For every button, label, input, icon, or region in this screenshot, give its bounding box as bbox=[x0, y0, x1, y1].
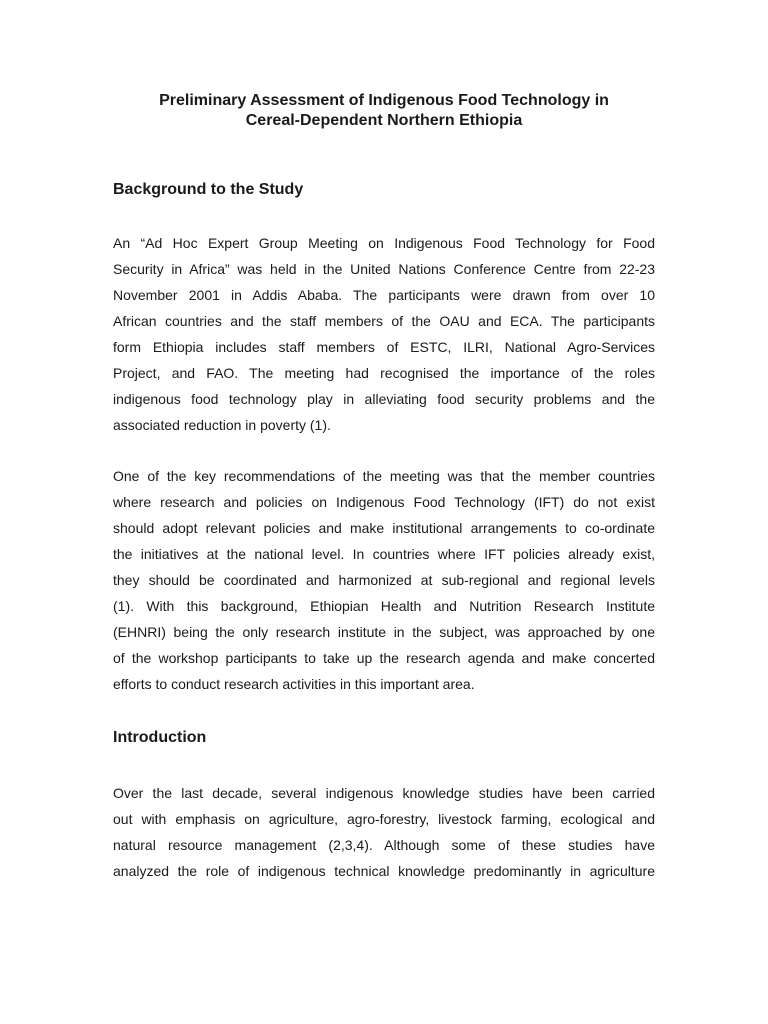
text-line: of the workshop participants to take up the research agenda and make concerted bbox=[113, 650, 655, 666]
text-line: November 2001 in Addis Ababa. The participants were drawn from over 10 bbox=[113, 287, 655, 303]
text-line: the initiatives at the national level. In countries where IFT policies already exist, bbox=[113, 546, 655, 562]
text-line: associated reduction in poverty (1). bbox=[113, 417, 331, 433]
section-heading-background: Background to the Study bbox=[113, 181, 304, 198]
text-line: form Ethiopia includes staff members of ESTC, ILRI, National Agro-Services bbox=[113, 339, 655, 355]
paragraph-introduction-1 bbox=[113, 780, 655, 884]
title-line-2: Cereal-Dependent Northern Ethiopia bbox=[245, 112, 523, 129]
text-line: where research and policies on Indigenous Food Technology (IFT) do not exist bbox=[113, 494, 655, 510]
paragraph-background-1 bbox=[113, 230, 655, 438]
paragraph-background-2 bbox=[113, 463, 655, 697]
text-line: (1). With this background, Ethiopian Health and Nutrition Research Institute bbox=[113, 598, 655, 614]
document-title bbox=[113, 91, 655, 131]
text-line: indigenous food technology play in alleviating food security problems and the bbox=[113, 391, 655, 407]
text-line: they should be coordinated and harmonized at sub-regional and regional levels bbox=[113, 572, 655, 588]
text-line: natural resource management (2,3,4). Although some of these studies have bbox=[113, 837, 655, 853]
text-line: One of the key recommendations of the meeting was that the member countries bbox=[113, 468, 655, 484]
text-line: efforts to conduct research activities in this important area. bbox=[113, 676, 475, 692]
section-heading-introduction: Introduction bbox=[113, 729, 207, 746]
text-line: Project, and FAO. The meeting had recognised the importance of the roles bbox=[113, 365, 655, 381]
text-line: An “Ad Hoc Expert Group Meeting on Indigenous Food Technology for Food bbox=[113, 235, 655, 251]
text-line: should adopt relevant policies and make institutional arrangements to co-ordinate bbox=[113, 520, 655, 536]
title-line-1: Preliminary Assessment of Indigenous Food Technology in bbox=[159, 92, 609, 109]
text-line: analyzed the role of indigenous technical knowledge predominantly in agriculture bbox=[113, 863, 655, 879]
text-line: Over the last decade, several indigenous knowledge studies have been carried bbox=[113, 785, 655, 801]
text-line: African countries and the staff members of the OAU and ECA. The participants bbox=[113, 313, 655, 329]
text-line: Security in Africa” was held in the United Nations Conference Centre from 22-23 bbox=[113, 261, 655, 277]
text-line: out with emphasis on agriculture, agro-forestry, livestock farming, ecological and bbox=[113, 811, 655, 827]
text-line: (EHNRI) being the only research institute in the subject, was approached by one bbox=[113, 624, 655, 640]
